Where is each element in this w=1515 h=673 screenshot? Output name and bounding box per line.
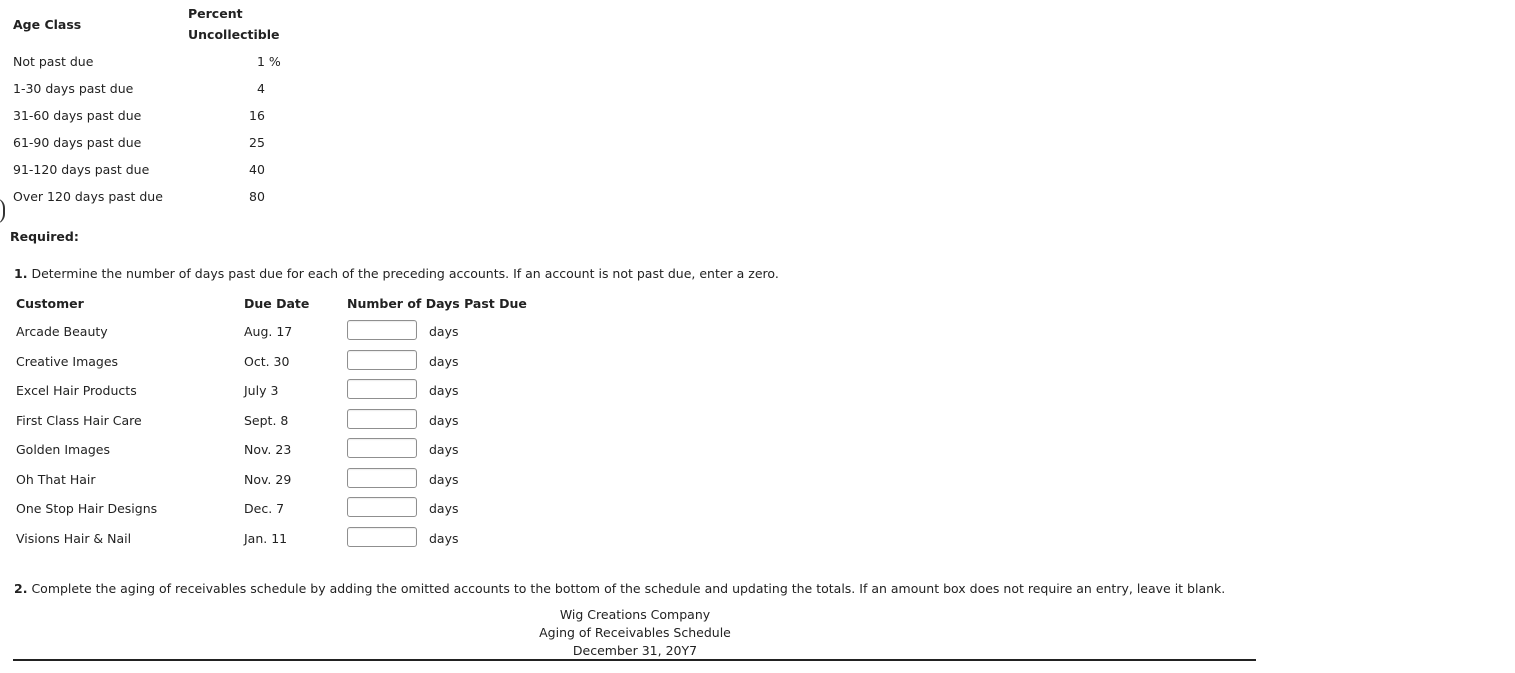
age-class-label: 1-30 days past due	[13, 81, 134, 96]
question-2-text: Complete the aging of receivables schedule by adding the omitted accounts to the bottom of the schedule and updating the totals. If an amount box does not require an entry, leave it blank.	[31, 581, 1226, 596]
days-unit-label: days	[429, 531, 459, 546]
days-unit-label: days	[429, 472, 459, 487]
due-date: Oct. 30	[244, 354, 290, 369]
age-class-percent: 4	[257, 81, 265, 96]
age-class-percent: 1 %	[257, 54, 281, 69]
days-past-due-input[interactable]	[347, 497, 417, 517]
due-date: Nov. 23	[244, 442, 292, 457]
due-date: Dec. 7	[244, 501, 285, 516]
schedule-header-rule	[13, 659, 1256, 661]
due-date: Aug. 17	[244, 324, 293, 339]
due-date: July 3	[244, 383, 279, 398]
customer-name: First Class Hair Care	[16, 413, 142, 428]
question-1-number: 1.	[14, 266, 28, 281]
age-class-percent: 40	[249, 162, 265, 177]
age-class-label: Over 120 days past due	[13, 189, 163, 204]
schedule-title: Aging of Receivables Schedule	[539, 625, 731, 640]
days-unit-label: days	[429, 442, 459, 457]
due-date: Jan. 11	[244, 531, 288, 546]
customer-name: Arcade Beauty	[16, 324, 108, 339]
age-class-label: 61-90 days past due	[13, 135, 142, 150]
customer-name: Creative Images	[16, 354, 119, 369]
question-1	[14, 266, 779, 281]
customer-name: Excel Hair Products	[16, 383, 137, 398]
days-unit-label: days	[429, 501, 459, 516]
days-past-due-input[interactable]	[347, 468, 417, 488]
due-date-column-header: Due Date	[244, 296, 310, 311]
percent-header-line1: Percent	[188, 6, 243, 21]
age-class-label: 91-120 days past due	[13, 162, 150, 177]
customer-name: Visions Hair & Nail	[16, 531, 132, 546]
question-2-number: 2.	[14, 581, 28, 596]
days-past-due-input[interactable]	[347, 350, 417, 370]
schedule-company-name: Wig Creations Company	[559, 607, 711, 622]
days-past-due-input[interactable]	[347, 379, 417, 399]
left-edge-bracket	[0, 198, 5, 224]
age-class-header: Age Class	[13, 17, 82, 32]
question-2	[14, 581, 1225, 596]
age-class-label: 31-60 days past due	[13, 108, 142, 123]
due-date: Sept. 8	[244, 413, 289, 428]
percent-header-line2: Uncollectible	[188, 27, 280, 42]
days-unit-label: days	[429, 354, 459, 369]
days-past-due-input[interactable]	[347, 438, 417, 458]
days-past-due-input[interactable]	[347, 409, 417, 429]
customer-name: One Stop Hair Designs	[16, 501, 158, 516]
due-date: Nov. 29	[244, 472, 292, 487]
age-class-percent: 25	[249, 135, 265, 150]
customer-name: Golden Images	[16, 442, 110, 457]
days-unit-label: days	[429, 324, 459, 339]
days-past-due-input[interactable]	[347, 527, 417, 547]
customer-name: Oh That Hair	[16, 472, 96, 487]
days-unit-label: days	[429, 413, 459, 428]
days-past-due-input[interactable]	[347, 320, 417, 340]
days-past-due-column-header: Number of Days Past Due	[347, 296, 527, 311]
age-class-percent: 16	[249, 108, 265, 123]
age-class-percent: 80	[249, 189, 265, 204]
days-unit-label: days	[429, 383, 459, 398]
schedule-date: December 31, 20Y7	[572, 643, 698, 658]
age-class-label: Not past due	[13, 54, 94, 69]
required-label: Required:	[10, 229, 79, 244]
question-1-text: Determine the number of days past due for each of the preceding accounts. If an account is not past due, enter a zero.	[31, 266, 779, 281]
customer-column-header: Customer	[16, 296, 84, 311]
